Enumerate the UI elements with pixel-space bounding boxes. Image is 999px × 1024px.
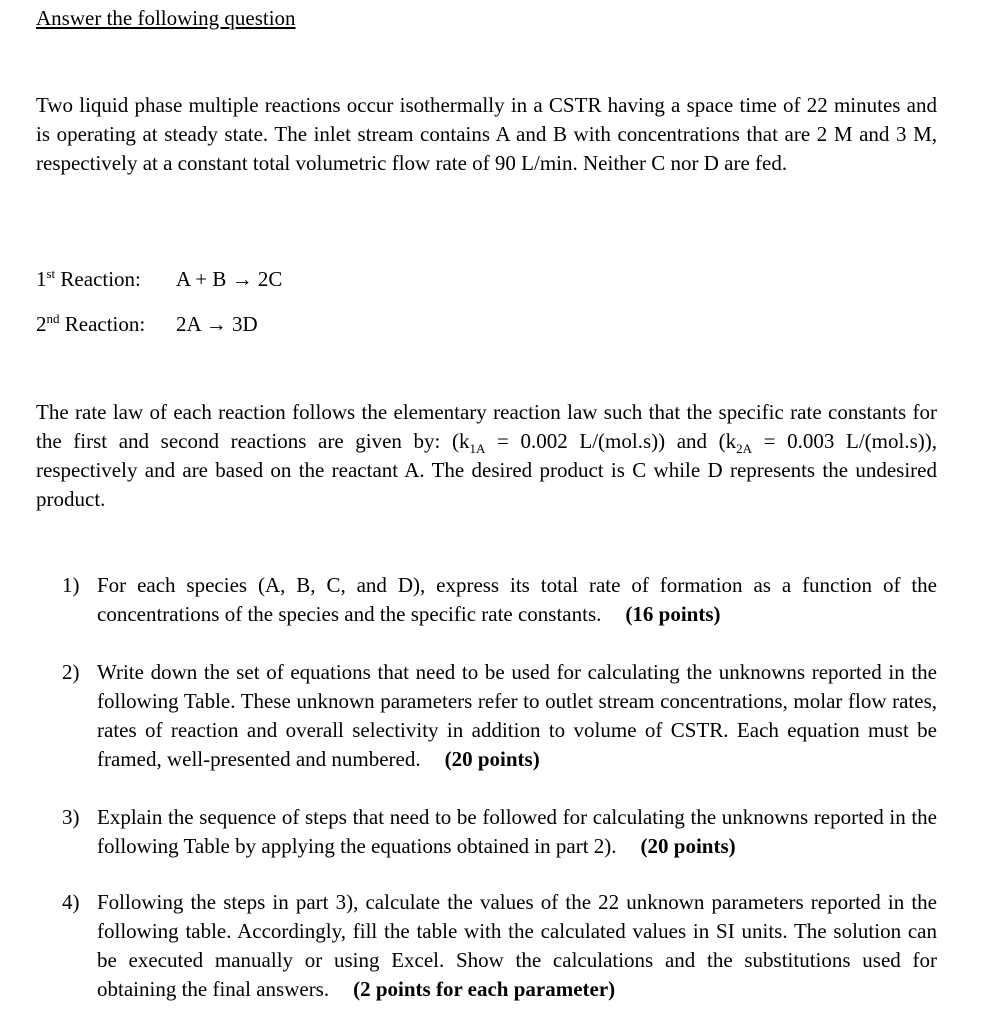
rate-law-text-3: = 0.003 L/(mol.s)), respectively and are based on the reactant A. The desired product is C while D represents the undesired product.: [36, 429, 938, 511]
question-points: (2 points for each parameter): [353, 977, 616, 1001]
reaction-1-number: 1: [36, 267, 47, 291]
question-list: [62, 571, 937, 1004]
rate-law-text-1: The rate law of each reaction follows the elementary reaction law such that the specific rate constants for the first and second reactions are given by: (k: [36, 400, 937, 453]
k1a-subscript: 1A: [469, 441, 486, 457]
question-item-1: [62, 571, 937, 629]
question-number: 4): [62, 890, 80, 914]
heading: Answer the following question: [36, 6, 296, 30]
question-points: (20 points): [444, 747, 540, 771]
reaction-1-label-text: Reaction:: [55, 267, 141, 291]
question-item-3: [62, 803, 937, 861]
question-item-2: [62, 658, 937, 774]
reaction-2: [36, 310, 258, 339]
question-number: 3): [62, 805, 80, 829]
reaction-1-equation: A + B → 2C: [176, 267, 283, 291]
question-text: For each species (A, B, C, and D), express its total rate of formation as a function of the concentrations of the species and the specific rate constants.: [97, 573, 937, 626]
reaction-1: [36, 265, 282, 294]
question-text: Explain the sequence of steps that need to be followed for calculating the unknowns reported in the following Table by applying the equations obtained in part 2).: [97, 805, 937, 858]
rate-law-text-2: = 0.002 L/(mol.s)) and (k: [485, 429, 737, 453]
reaction-2-label: [36, 310, 176, 339]
reaction-1-ordinal: st: [46, 266, 56, 281]
question-item-4: [62, 888, 937, 1004]
question-number: 2): [62, 660, 80, 684]
reaction-2-label-text: Reaction:: [59, 312, 146, 336]
question-text: Following the steps in part 3), calculate the values of the 22 unknown parameters reported in the following table. Accordingly, fill the table with the calculated values in SI units. The solution can be executed manually or using Excel. Show the calculations and the substitutions used for obtaining the final answers.: [97, 890, 937, 1001]
reaction-2-ordinal: nd: [46, 311, 60, 326]
reaction-1-label: [36, 265, 176, 294]
reaction-2-number: 2: [36, 312, 47, 336]
question-points: (16 points): [625, 602, 721, 626]
intro-paragraph: Two liquid phase multiple reactions occur isothermally in a CSTR having a space time of 22 minutes and is operating at steady state. The inlet stream contains A and B with concentrations that are 2 M and 3 M, respectively at a constant total volumetric flow rate of 90 L/min. Neither C nor D are fed.: [36, 93, 937, 175]
rate-law-paragraph: [36, 398, 937, 514]
k2a-subscript: 2A: [736, 441, 753, 457]
question-points: (20 points): [640, 834, 736, 858]
question-text: Write down the set of equations that need to be used for calculating the unknowns reported in the following Table. These unknown parameters refer to outlet stream concentrations, molar flow rates, rates of reaction and overall selectivity in addition to volume of CSTR. Each equation must be framed, well-presented and numbered.: [97, 660, 937, 771]
reaction-2-equation: 2A → 3D: [176, 312, 258, 336]
question-number: 1): [62, 573, 80, 597]
